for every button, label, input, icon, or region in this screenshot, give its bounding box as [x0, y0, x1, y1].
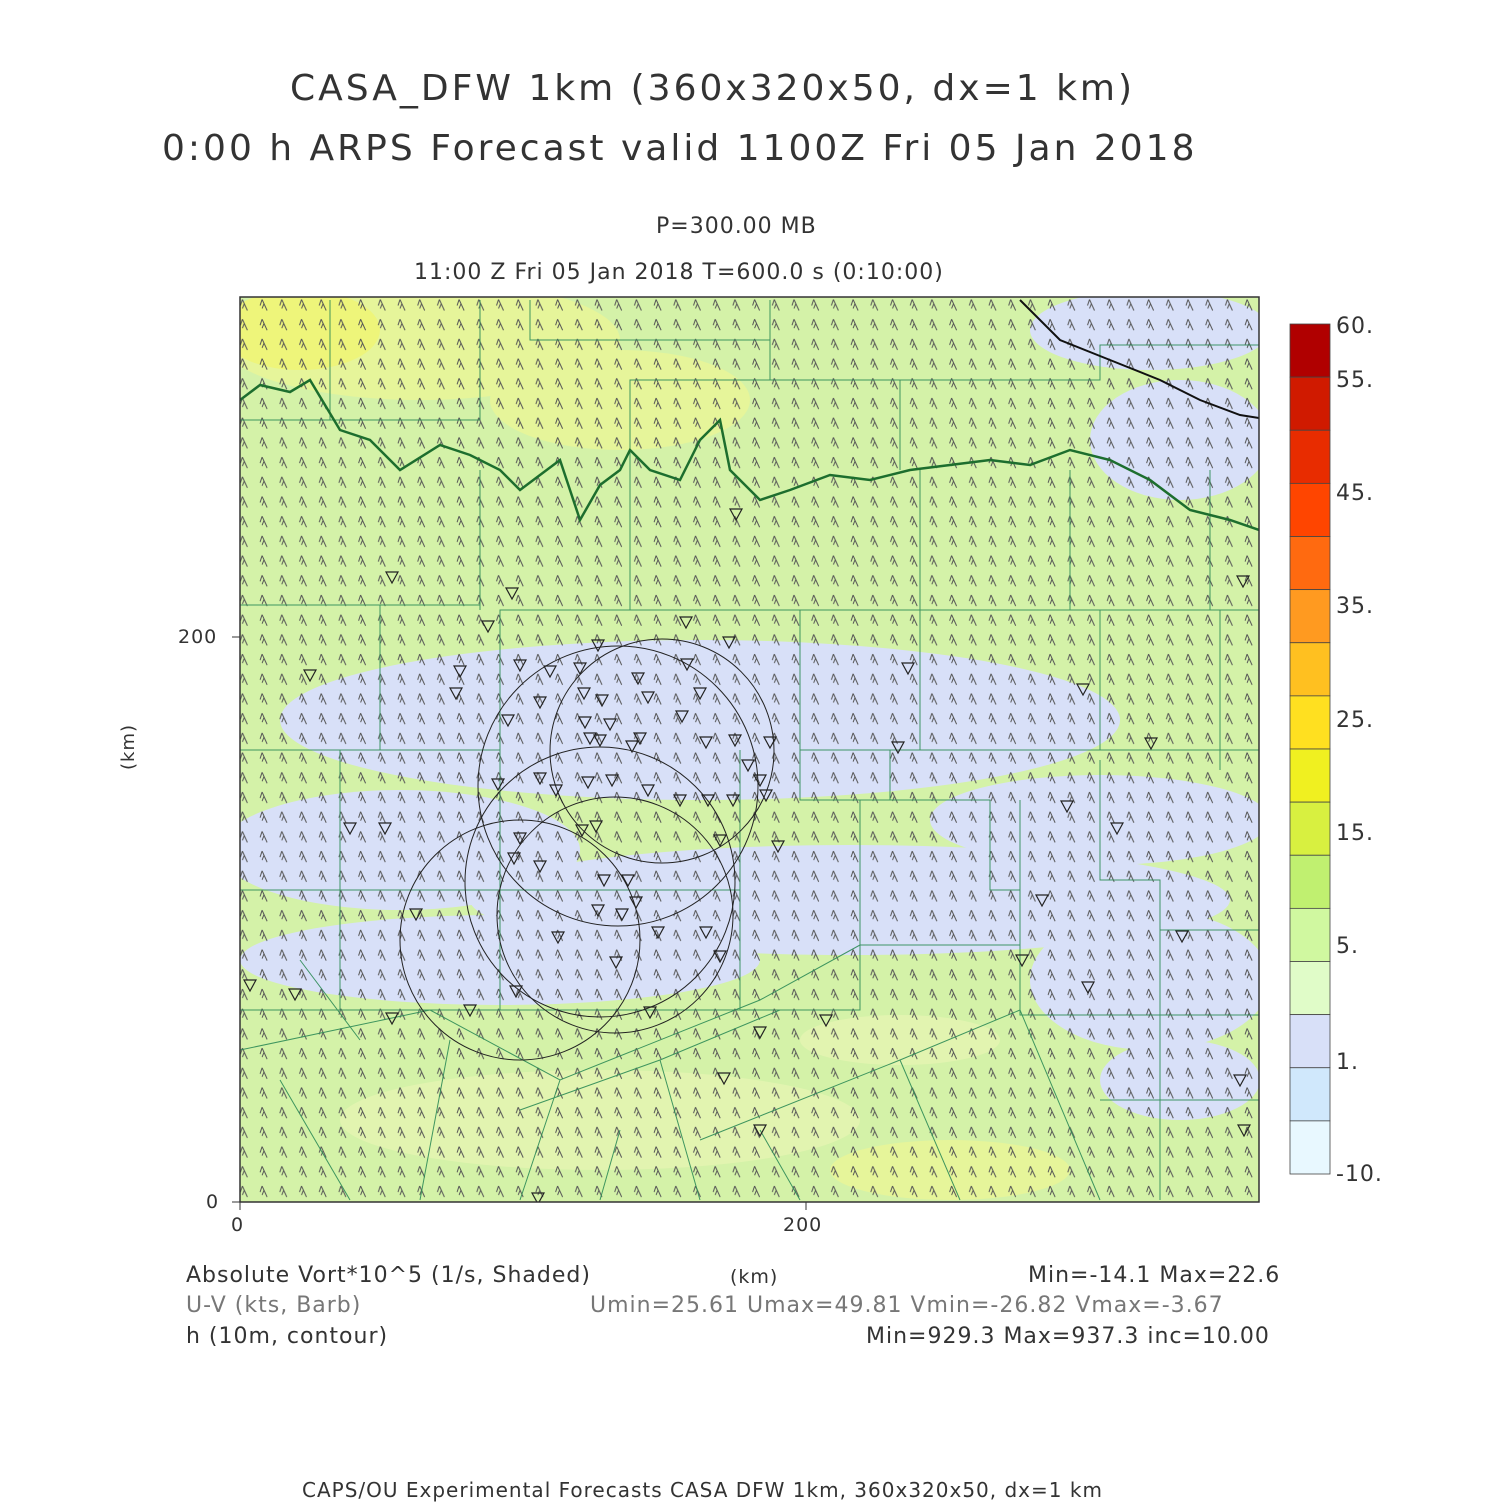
- field1-label: Absolute Vort*10^5 (1/s, Shaded): [186, 1263, 591, 1288]
- title-line-1: CASA_DFW 1km (360x320x50, dx=1 km): [290, 68, 1136, 109]
- colorbar-label: 15.: [1336, 821, 1374, 846]
- colorbar-label: 25.: [1336, 708, 1374, 733]
- field3-range: Min=929.3 Max=937.3 inc=10.00: [866, 1324, 1270, 1349]
- valid-time: 11:00 Z Fri 05 Jan 2018 T=600.0 s (0:10:00): [414, 260, 944, 285]
- colorbar-label: 1.: [1336, 1050, 1359, 1075]
- colorbar-swatch: [1290, 1068, 1330, 1121]
- colorbar-swatch: [1290, 696, 1330, 749]
- colorbar-swatch: [1290, 908, 1330, 961]
- colorbar-swatch: [1290, 430, 1330, 483]
- colorbar-label: 60.: [1336, 314, 1374, 339]
- field2-range: Umin=25.61 Umax=49.81 Vmin=-26.82 Vmax=-3.67: [590, 1293, 1224, 1318]
- field3-label: h (10m, contour): [186, 1324, 389, 1349]
- colorbar-swatch: [1290, 1015, 1330, 1068]
- colorbar-label: 35.: [1336, 594, 1374, 619]
- colorbar-swatch: [1290, 855, 1330, 908]
- y-axis-label: (km): [118, 723, 139, 770]
- pressure-level: P=300.00 MB: [656, 214, 817, 239]
- x-tick-0: 0: [231, 1214, 245, 1236]
- x-tick-200: 200: [783, 1214, 823, 1236]
- vorticity-shading: [220, 280, 1270, 1204]
- colorbar-label: 45.: [1336, 481, 1374, 506]
- colorbar-swatch: [1290, 324, 1330, 377]
- y-tick-0: 0: [206, 1191, 220, 1213]
- colorbar-swatch: [1290, 802, 1330, 855]
- colorbar-swatch: [1290, 1121, 1330, 1174]
- title-line-2: 0:00 h ARPS Forecast valid 1100Z Fri 05 Jan 2018: [162, 128, 1198, 169]
- colorbar: [1290, 324, 1330, 1174]
- colorbar-label: 5.: [1336, 934, 1359, 959]
- colorbar-swatch: [1290, 377, 1330, 430]
- field2-label: U-V (kts, Barb): [186, 1293, 362, 1318]
- colorbar-label: -10.: [1336, 1162, 1383, 1187]
- y-tick-200: 200: [178, 626, 218, 648]
- colorbar-swatch: [1290, 590, 1330, 643]
- colorbar-label: 55.: [1336, 368, 1374, 393]
- colorbar-swatch: [1290, 537, 1330, 590]
- x-axis-label: (km): [730, 1266, 779, 1288]
- colorbar-swatch: [1290, 483, 1330, 536]
- colorbar-swatch: [1290, 749, 1330, 802]
- field1-range: Min=-14.1 Max=22.6: [1028, 1263, 1281, 1288]
- colorbar-swatch: [1290, 643, 1330, 696]
- colorbar-swatch: [1290, 962, 1330, 1015]
- credit-line: CAPS/OU Experimental Forecasts CASA DFW 1km, 360x320x50, dx=1 km: [302, 1478, 1103, 1502]
